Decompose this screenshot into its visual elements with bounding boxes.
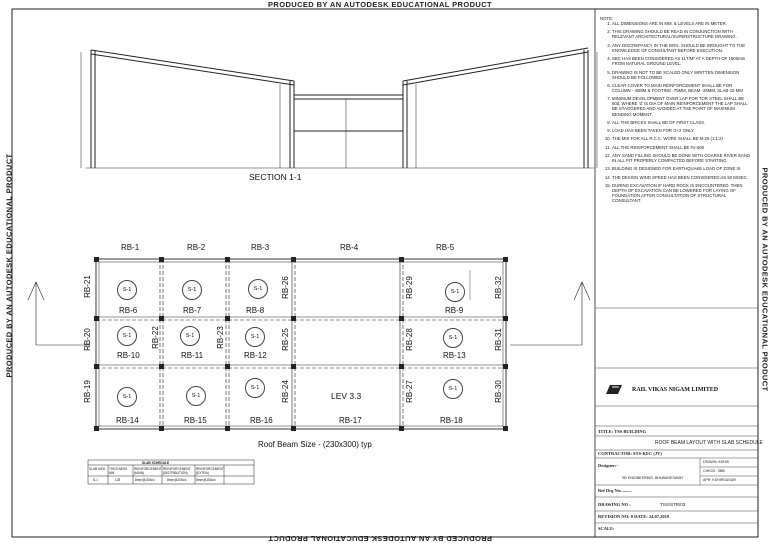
slab-marker: S-1 (248, 279, 268, 299)
slab-marker: S-1 (117, 326, 137, 346)
roof-beam-size-note: Roof Beam Size - (230x300) typ (258, 440, 372, 449)
schedule-cell: 8mm@150c/c (196, 478, 216, 482)
schedule-title: SLAB SCHEDULE (142, 461, 170, 465)
beam-label: RB-13 (443, 351, 466, 360)
approved-by: APR: KSHIRSAGAR (703, 478, 736, 482)
beam-label: RB-17 (339, 416, 362, 425)
slab-marker: S-1 (117, 280, 137, 300)
beam-label-vertical: RB-32 (493, 276, 503, 299)
beam-label: RB-8 (246, 306, 265, 315)
note-item: 15. DURING EXCAVATION IF HARD ROCK IS ENCOUNTERED. THEN DEPTH OF EXCAVATION CAN BE LOWERED FOR LAYING OF FOUNDATION AFTER CONSULTATION OF STRUCTURAL CONSULTANT. (612, 183, 750, 203)
beam-label: RB-10 (117, 351, 140, 360)
beam-label-vertical: RB-26 (280, 276, 290, 299)
schedule-header: SLAB MKD. (89, 467, 107, 471)
note-item: 4. SBC HAS BEEN CONSIDERED AS 11T/M² AT A DEPTH OF 1500mm FROM NATURAL GROUND LEVEL. (612, 56, 750, 66)
schedule-cell: 8mm@200c/c (167, 478, 187, 482)
beam-label-vertical: RB-28 (404, 328, 414, 351)
beam-label-vertical: RB-20 (82, 328, 92, 351)
roof-plan (28, 257, 590, 431)
note-item: 9. LOAD HAS BEEN TAKEN FOR G+2 ONLY. (612, 128, 750, 133)
note-item: 3. ANY DISCREPANCY IN THE DRG. SHOULD BE BROUGHT TO THE KNOWLEDGE OF CONSULTANT BEFORE EXECUTION. (612, 43, 750, 53)
beam-label-vertical: RB-24 (280, 380, 290, 403)
slab-marker: S-1 (443, 379, 463, 399)
beam-label: RB-12 (244, 351, 267, 360)
slab-marker: S-1 (443, 328, 463, 348)
designer-name: SB ENGINEERING, BHUBANESWAR (622, 476, 683, 480)
slab-marker: S-1 (182, 280, 202, 300)
company-name: RAIL VIKAS NIGAM LIMITED (632, 387, 719, 393)
watermark-top: PRODUCED BY AN AUTODESK EDUCATIONAL PRODUCT (268, 0, 493, 9)
section-title: SECTION 1-1 (249, 172, 302, 182)
level-label: LEV 3.3 (331, 391, 362, 401)
note-item: 12. ANY SAND FILLING SHOULD BE DONE WITH COARSE RIVER SAND IN ALL PIT PROPERLY COMPACTED BEFORE STARTING. (612, 153, 750, 163)
beam-label-vertical: RB-19 (82, 380, 92, 403)
schedule-header: REINFORCEMENT (MAIN) (134, 467, 162, 475)
beam-label: RB-14 (116, 416, 139, 425)
schedule-header: REINFORCEMENT (EXTRA) (196, 467, 224, 475)
schedule-cell: S-1 (93, 478, 98, 482)
title-label: TITLE: TSS BUILDING (598, 429, 647, 434)
note-item: 7. MINIMUM DEVELOPMENT OVER LAP FOR TOR STEEL SHALL BE 50d, WHERE 'd' IS DIA OF MAIN REINFORCEMENT THE LAP SHALL BE STAGGERED AND AVOIDED AT THE POINT OF MAXIMUM BENDING MOMENT. (612, 96, 750, 116)
schedule-cell: 125 (115, 478, 121, 482)
slab-marker: S-1 (180, 326, 200, 346)
slab-marker: S-1 (445, 282, 465, 302)
general-notes (600, 16, 750, 206)
beam-label-vertical: RB-27 (404, 380, 414, 403)
slab-marker: S-1 (245, 378, 265, 398)
section-elevation (81, 48, 597, 168)
note-item: 11. ALL THE REINFORCEMENT SHALL BE Fe-500 (612, 145, 750, 150)
drawing-no: TSS/STR/03 (660, 502, 686, 507)
beam-label: RB-18 (440, 416, 463, 425)
beam-label: RB-9 (445, 306, 464, 315)
beam-label-vertical: RB-21 (82, 275, 92, 298)
revision: REVISION NO: 0 DATE: 24.07.2018 (598, 514, 670, 519)
schedule-cell: 8mm@150c/c (135, 478, 155, 482)
note-item: 2. THIS DRAWING SHOULD BE READ IN CONJUNCTION WITH RELEVANT ARCHITECTURAL/SUPERSTRUCTURE DRAWING. (612, 29, 750, 39)
note-item: 10. THE MIX FOR ALL R.C.C. WORK SHALL BE M-25 (1:1:2) (612, 136, 750, 141)
slab-marker: S-1 (117, 387, 137, 407)
slab-marker: S-1 (186, 386, 206, 406)
note-item: 6. CLEAR COVER TO MAIN REINFORCEMENT SHALL BE FOR COLUMN - 40MM & FOOTING -75MM, BEAM -25MM, SLAB-15 MM (612, 83, 750, 93)
slab-marker: S-1 (245, 327, 265, 347)
watermark-left: PRODUCED BY AN AUTODESK EDUCATIONAL PRODUCT (4, 153, 14, 378)
beam-label: RB-2 (187, 243, 206, 252)
note-item: 1. ALL DIMENSIONS ARE IN MM. & LEVELS ARE IN METER. (612, 21, 750, 26)
beam-label-vertical: RB-29 (404, 276, 414, 299)
notes-heading: NOTE: (600, 16, 614, 21)
note-item: 8. ALL THE BRICKS SHALL BE OF FIRST CLASS. (612, 120, 750, 125)
beam-label-vertical: RB-23 (215, 326, 225, 349)
watermark-right: PRODUCED BY AN AUTODESK EDUCATIONAL PRODUCT (760, 167, 770, 392)
beam-label: RB-3 (251, 243, 270, 252)
beam-label: RB-16 (250, 416, 273, 425)
note-item: 14. THE DESIGN WIND SPEED HAS BEEN CONSIDERED AS 50 M/SEC. (612, 175, 750, 180)
beam-label: RB-5 (436, 243, 455, 252)
scale: SCALE: (598, 526, 615, 531)
designer-label: Designer:- (598, 463, 618, 468)
watermark-bottom: PRODUCED BY AN AUTODESK EDUCATIONAL PRODUCT (268, 534, 493, 543)
note-item: 13. BUILDING IS DESIGNED FOR EARTHQUAKE LOAD OF ZONE III. (612, 166, 750, 171)
beam-label: RB-4 (340, 243, 359, 252)
beam-label-vertical: RB-31 (493, 328, 503, 351)
note-item: 5. DRAWING IS NOT TO BE SCALED ONLY WRITTEN DIMENSION SHOULD BE FOLLOWED. (612, 70, 750, 80)
beam-label: RB-1 (121, 243, 140, 252)
beam-label-vertical: RB-25 (280, 328, 290, 351)
beam-label-vertical: RB-30 (493, 380, 503, 403)
contractor: CONTRACTOR: STS-KEC (JV) (598, 451, 662, 456)
drawing-no-label: DRAWING NO : (598, 502, 631, 507)
beam-label-vertical: RB-22 (150, 326, 160, 349)
schedule-header: REINFORCEMENT (DISTRIBUTION) (163, 467, 191, 475)
beam-label: RB-6 (119, 306, 138, 315)
drawing-title: ROOF BEAM LAYOUT WITH SLAB SCHEDULE (655, 440, 763, 446)
beam-label: RB-15 (184, 416, 207, 425)
schedule-header: THICKNESS MM (109, 467, 128, 475)
rvnl-logo (606, 385, 622, 394)
checked-by: CHECK: SBB (703, 469, 725, 473)
drawn-by: DRAWN: ASHIS (703, 460, 730, 464)
ref-drg: Ref Drg No:......... (598, 488, 632, 493)
beam-label: RB-7 (183, 306, 202, 315)
beam-label: RB-11 (181, 351, 204, 360)
